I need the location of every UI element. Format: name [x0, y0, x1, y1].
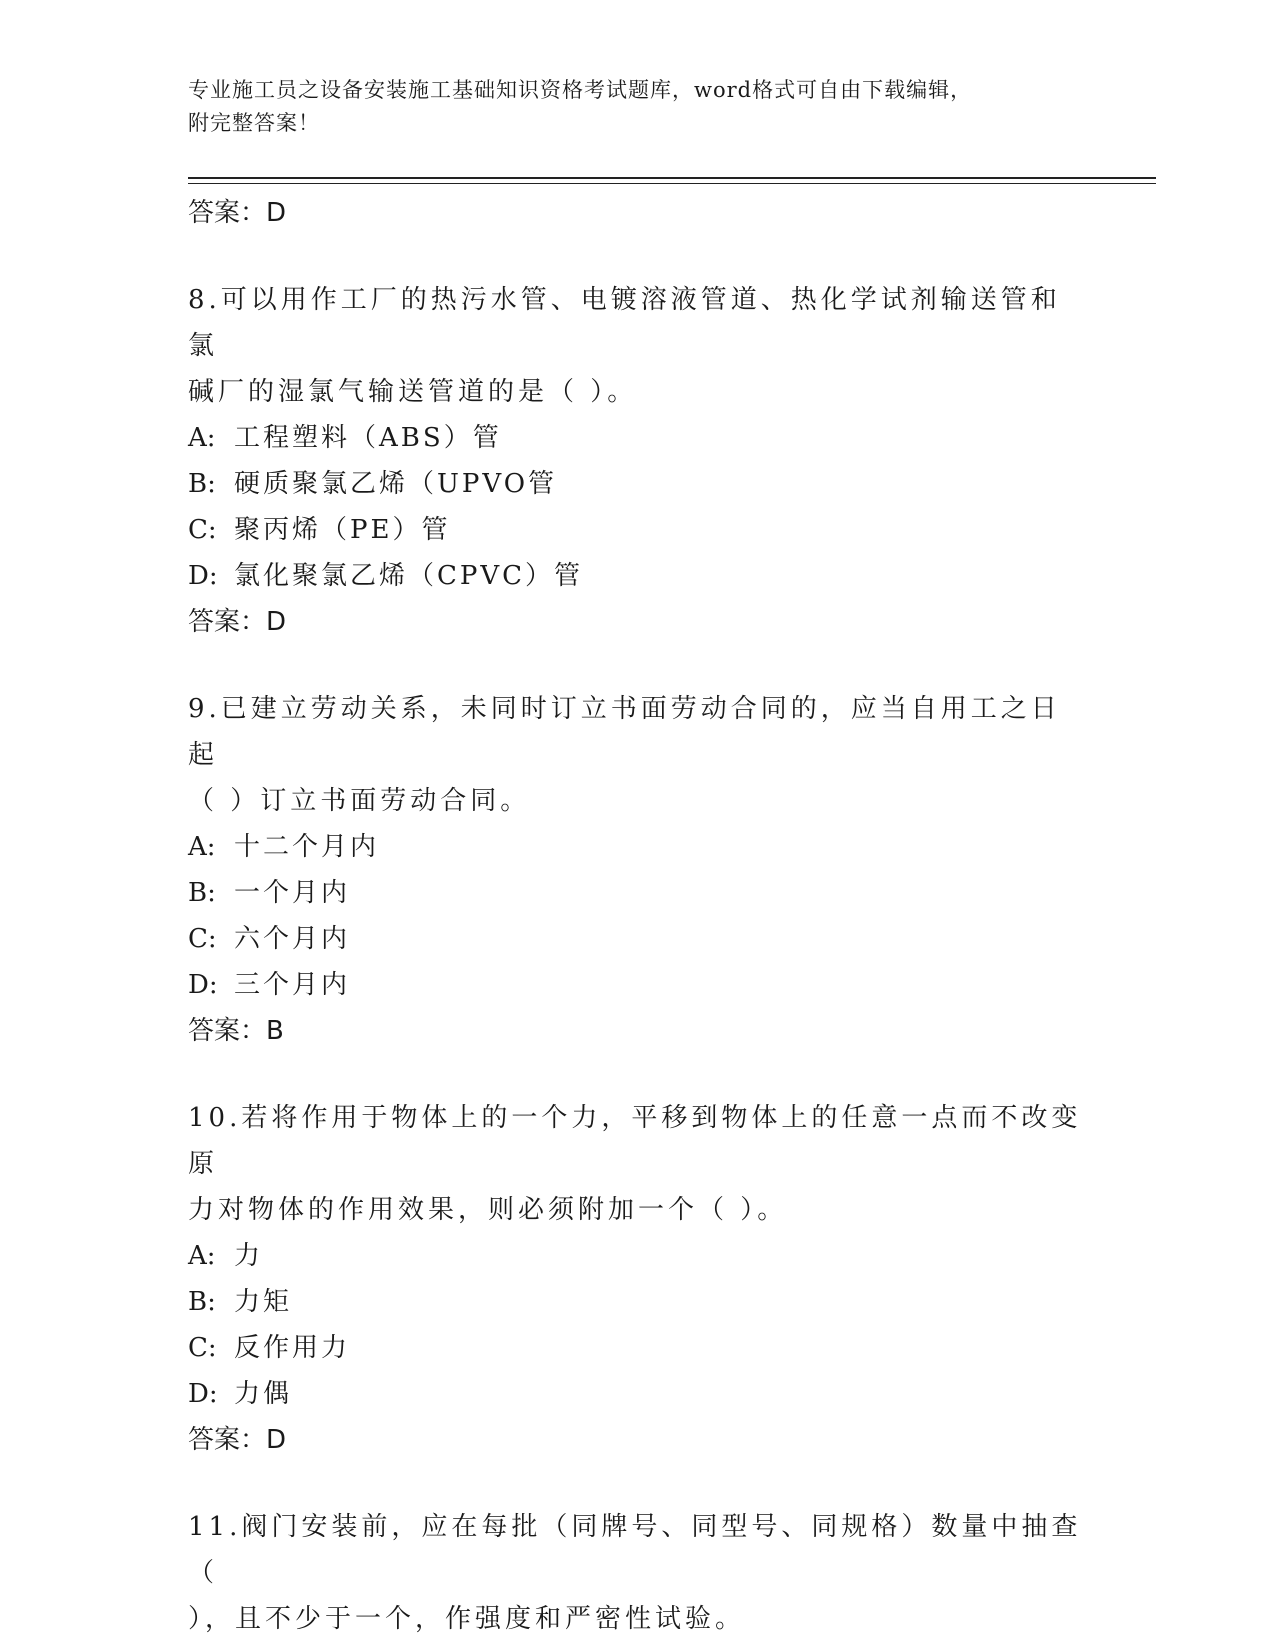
question-stem-line-1: 9.已建立劳动关系，未同时订立书面劳动合同的，应当自用工之日起 — [188, 694, 1061, 770]
option-text: 力 — [234, 1241, 264, 1271]
question-stem-line-1: 11.阀门安装前，应在每批（同牌号、同型号、同规格）数量中抽查（ — [188, 1512, 1082, 1588]
option-letter: A: — [188, 832, 216, 862]
option-a — [188, 415, 1088, 461]
option-letter: C: — [188, 924, 217, 954]
option-d — [188, 553, 1088, 599]
option-letter: B: — [188, 878, 216, 908]
question-stem-line-1: 8.可以用作工厂的热污水管、电镀溶液管道、热化学试剂输送管和氯 — [188, 285, 1061, 361]
header-divider-thin — [188, 183, 1156, 184]
option-letter: A: — [188, 423, 216, 453]
option-b — [188, 461, 1088, 507]
answer: 答案：B — [188, 1016, 284, 1046]
option-d — [188, 1371, 1088, 1417]
option-letter: C: — [188, 1333, 217, 1363]
option-letter: A: — [188, 1241, 216, 1271]
option-text: 一个月内 — [234, 878, 351, 908]
option-text: 硬质聚氯乙烯（UPVO管 — [234, 469, 558, 499]
option-text: 三个月内 — [234, 970, 351, 1000]
question-stem-line-2: 力对物体的作用效果，则必须附加一个（ ）。 — [188, 1195, 788, 1225]
header-divider-thick — [188, 177, 1156, 179]
answer: 答案：D — [188, 1425, 287, 1455]
question-stem-line-2: 碱厂的湿氯气输送管道的是（ ）。 — [188, 377, 638, 407]
document-header — [188, 74, 1068, 140]
question-10 — [188, 1095, 1088, 1463]
option-c — [188, 1325, 1088, 1371]
option-c — [188, 507, 1088, 553]
question-stem-line-1: 10.若将作用于物体上的一个力，平移到物体上的任意一点而不改变原 — [188, 1103, 1082, 1179]
option-a — [188, 824, 1088, 870]
option-text: 六个月内 — [234, 924, 351, 954]
option-a — [188, 1233, 1088, 1279]
header-line-1: 专业施工员之设备安装施工基础知识资格考试题库，word格式可自由下载编辑， — [188, 78, 973, 102]
option-c — [188, 916, 1088, 962]
question-11 — [188, 1504, 1088, 1642]
previous-answer: 答案：D — [188, 198, 287, 228]
header-line-2: 附完整答案！ — [188, 111, 320, 135]
question-stem-line-2: ），且不少于一个，作强度和严密性试验。 — [188, 1604, 746, 1634]
option-letter: D: — [188, 561, 218, 591]
option-text: 力偶 — [234, 1379, 293, 1409]
option-letter: B: — [188, 469, 216, 499]
option-b — [188, 870, 1088, 916]
option-text: 工程塑料（ABS）管 — [234, 423, 502, 453]
option-letter: D: — [188, 1379, 218, 1409]
option-letter: C: — [188, 515, 217, 545]
option-text: 力矩 — [234, 1287, 293, 1317]
question-9 — [188, 686, 1088, 1054]
option-letter: D: — [188, 970, 218, 1000]
option-text: 氯化聚氯乙烯（CPVC）管 — [234, 561, 584, 591]
question-8 — [188, 277, 1088, 645]
option-b — [188, 1279, 1088, 1325]
option-letter: B: — [188, 1287, 216, 1317]
question-stem-line-2: （ ）订立书面劳动合同。 — [188, 786, 531, 816]
option-text: 反作用力 — [234, 1333, 351, 1363]
option-d — [188, 962, 1088, 1008]
answer: 答案：D — [188, 607, 287, 637]
option-text: 聚丙烯（PE）管 — [234, 515, 451, 545]
question-list — [188, 190, 1088, 1642]
option-text: 十二个月内 — [234, 832, 380, 862]
